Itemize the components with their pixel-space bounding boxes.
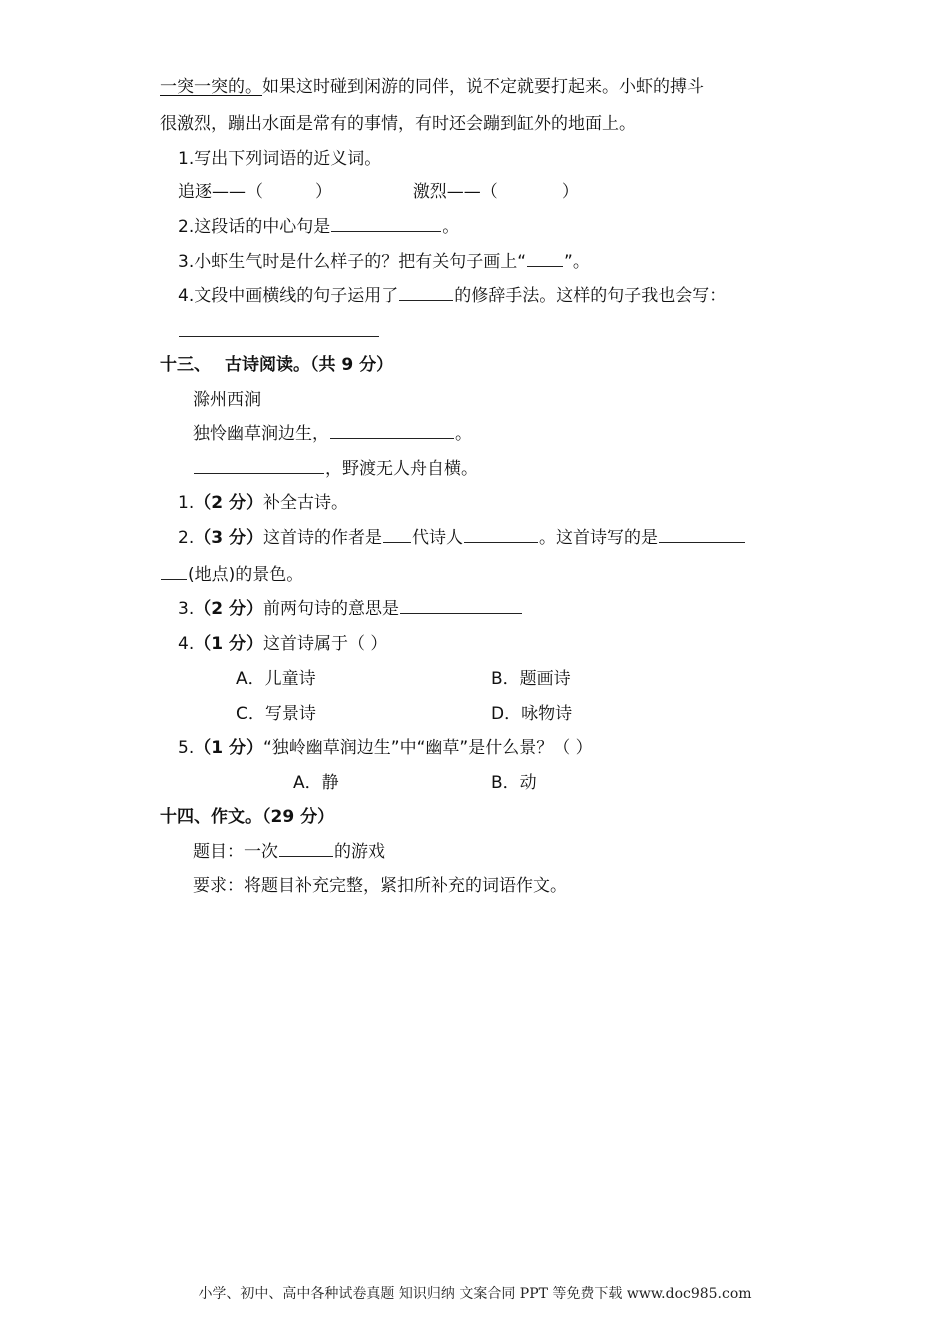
poem-line-2: ，野渡无人舟自横。 <box>193 457 478 481</box>
option-b[interactable]: B．题画诗 <box>491 669 571 689</box>
answer-blank[interactable] <box>330 422 454 439</box>
poem-question-5: 5.（1 分）“独岭幽草润边生”中“幽草”是什么景？（ ） <box>178 738 593 758</box>
option-c[interactable]: C．写景诗 <box>236 704 316 724</box>
section-13-heading: 十三、 古诗阅读。（共 9 分） <box>160 355 394 375</box>
poem-question-1: 1.（2 分）补全古诗。 <box>178 493 348 513</box>
answer-blank[interactable] <box>659 526 745 543</box>
answer-blank[interactable] <box>331 215 441 232</box>
passage-line-2: 很激烈，蹦出水面是常有的事情，有时还会蹦到缸外的地面上。 <box>160 114 636 134</box>
option-a[interactable]: A．儿童诗 <box>236 669 316 689</box>
answer-blank[interactable] <box>527 250 563 267</box>
q5-option-a[interactable]: A．静 <box>293 773 339 793</box>
poem-title: 滁州西涧 <box>193 390 261 410</box>
answer-blank[interactable] <box>399 284 453 301</box>
question-3: 3.小虾生气时是什么样子的？把有关句子画上“ ”。 <box>178 252 590 272</box>
q5-option-b[interactable]: B．动 <box>491 773 537 793</box>
passage-line-1 <box>160 75 704 99</box>
composition-title: 题目：一次 的游戏 <box>193 842 385 862</box>
poem-question-3: 3.（2 分）前两句诗的意思是 <box>178 597 523 621</box>
answer-line[interactable] <box>178 320 380 344</box>
synonym-word-1: 追逐——（ <box>178 182 263 202</box>
composition-requirement: 要求：将题目补充完整，紧扣所补充的词语作文。 <box>193 876 567 896</box>
poem-line-1: 独怜幽草涧边生， 。 <box>193 424 472 444</box>
question-4: 4.文段中画横线的句子运用了 的修辞手法。这样的句子我也会写： <box>178 286 727 306</box>
answer-blank[interactable] <box>279 840 333 857</box>
passage-text: 如果这时碰到闲游的同伴，说不定就要打起来。小虾的搏斗 <box>262 77 704 97</box>
question-1: 1.写出下列词语的近义词。 <box>178 149 382 169</box>
answer-blank[interactable] <box>194 457 324 474</box>
poem-question-2-cont: (地点)的景色。 <box>160 563 303 587</box>
poem-question-2: 2.（3 分）这首诗的作者是 代诗人 。这首诗写的是 <box>178 526 746 550</box>
answer-blank[interactable] <box>464 526 538 543</box>
synonym-line: 追逐——（ ） 激烈——（ ） <box>178 182 579 202</box>
question-2: 2.这段话的中心句是 。 <box>178 217 460 237</box>
option-d[interactable]: D．咏物诗 <box>491 704 573 724</box>
answer-blank[interactable] <box>400 597 522 614</box>
poem-question-4: 4.（1 分）这首诗属于（ ） <box>178 634 388 654</box>
passage-underlined-text: 一突一突的。 <box>160 77 262 97</box>
answer-blank[interactable] <box>383 526 411 543</box>
answer-blank[interactable] <box>161 563 187 580</box>
synonym-word-2: 激烈——（ <box>412 182 498 202</box>
section-14-heading: 十四、作文。（29 分） <box>160 807 335 827</box>
page-footer: 小学、初中、高中各种试卷真题 知识归纳 文案合同 PPT 等免费下载 www.doc985.com <box>198 1286 752 1302</box>
